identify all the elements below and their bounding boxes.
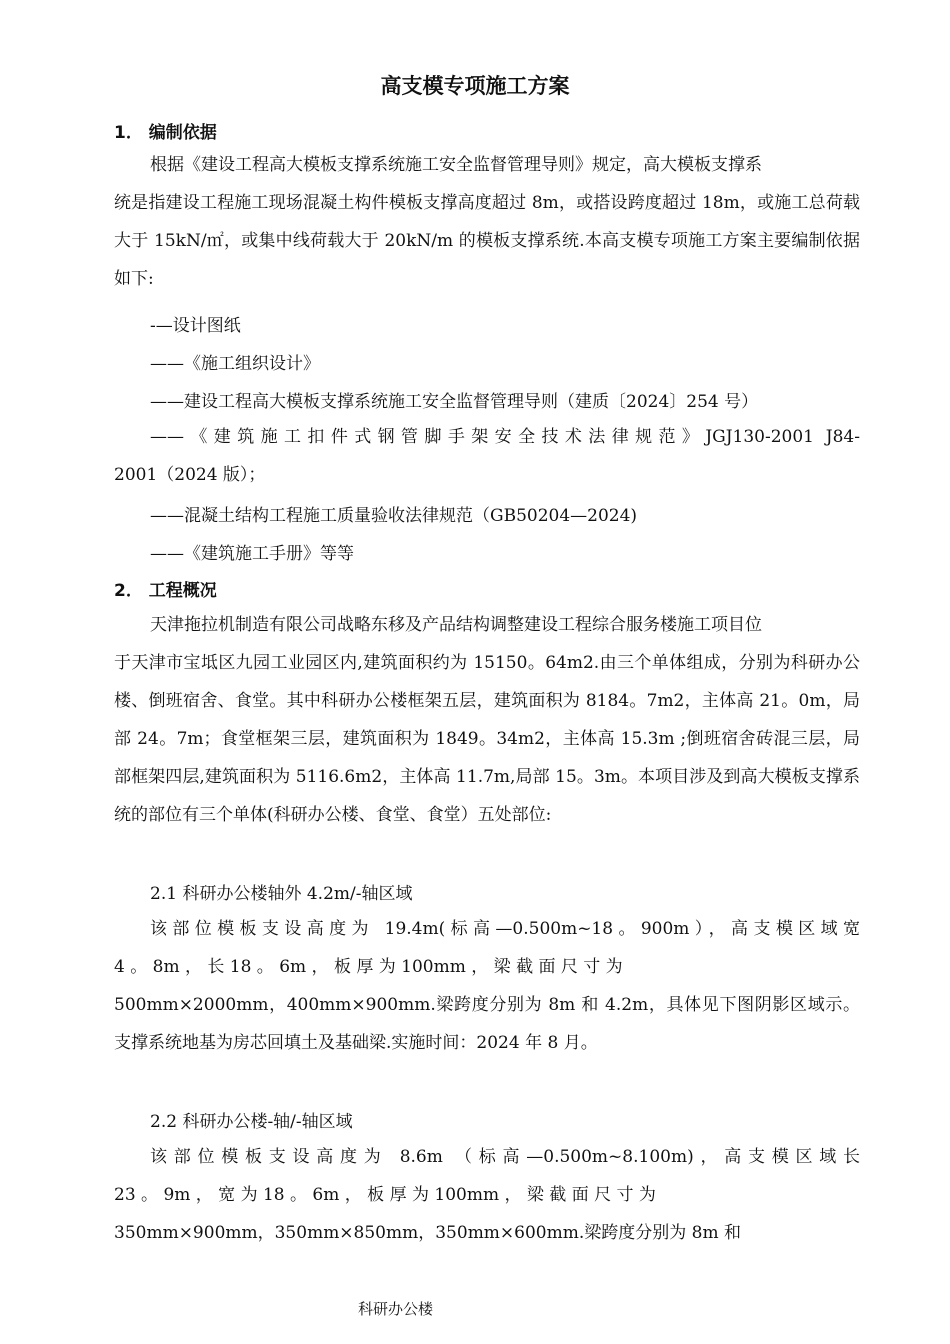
subsection-2-2-line1: 该部位模板支设高度为 8.6m （标高—0.500m~8.100m)，高支模区域长 [150,1147,860,1167]
basis-item-drawings: -—设计图纸 [150,316,241,336]
section-2-paragraph-line1: 天津拖拉机制造有限公司战略东移及产品结构调整建设工程综合服务楼施工项目位 [150,615,762,635]
basis-item-scaffold-code-cont: 2001（2024 版）； [114,465,266,485]
subsection-2-2-heading: 2.2 科研办公楼-轴/-轴区域 [150,1112,353,1132]
basis-item-scaffold-code: ——《建筑施工扣件式钢管脚手架安全技术法律规范》JGJ130-2001 J84- [150,427,860,447]
figure-caption: 科研办公楼 [358,1300,434,1318]
basis-item-handbook: ——《建筑施工手册》等等 [150,544,354,564]
section-1-paragraph-line1: 根据《建设工程高大模板支撑系统施工安全监督管理导则》规定，高大模板支撑系 [150,155,762,175]
subsection-2-1-line2: 4 。 8m ， 长 18 。 6m ， 板 厚 为 100mm ， 梁 截 面 尺 寸 为 [114,957,623,977]
subsection-2-2-line3: 350mm×900mm，350mm×850mm，350mm×600mm.梁跨度分别为 8m 和 [114,1223,742,1243]
basis-item-organization-design: ——《施工组织设计》 [150,354,320,374]
basis-item-safety-guideline: ——建设工程高大模板支撑系统施工安全监督管理导则（建质〔2024〕254 号） [150,392,759,412]
subsection-2-2-line2: 23 。 9m ， 宽 为 18 。 6m ， 板 厚 为 100mm ， 梁 截 面 尺 寸 为 [114,1185,656,1205]
section-1-heading: 1． 编制依据 [114,123,217,143]
subsection-2-1-heading: 2.1 科研办公楼轴外 4.2m/-轴区域 [150,884,413,904]
document-title: 高支模专项施工方案 [380,74,570,98]
section-1-paragraph: 统是指建设工程施工现场混凝土构件模板支撑高度超过 8m，或搭设跨度超过 18m，或施工总荷载大于 15kN/㎡，或集中线荷载大于 20kN/m 的模板支撑系统.本高支模专项施工方案主要编制依据如下: [114,193,860,289]
basis-item-concrete-code: ——混凝土结构工程施工质量验收法律规范（GB50204—2024) [150,506,638,526]
subsection-2-1-line1: 该部位模板支设高度为 19.4m(标高—0.500m~18。900m），高支模区域宽 [150,919,860,939]
subsection-2-1-paragraph: 500mm×2000mm，400mm×900mm.梁跨度分别为 8m 和 4.2m，具体见下图阴影区域示。支撑系统地基为房芯回填土及基础梁.实施时间：2024 年 8 月。 [114,995,860,1053]
section-2-paragraph: 于天津市宝坻区九园工业园区内,建筑面积约为 15150。64m2.由三个单体组成，分别为科研办公楼、倒班宿舍、食堂。其中科研办公楼框架五层，建筑面积为 8184。7m2，主体高 21。0m，局部 24。7m；食堂框架三层，建筑面积为 1849。34m2，主体高 15.3m ;倒班宿舍砖混三层，局部框架四层,建筑面积为 5116.6m2，主体高 11.7m,局部 15。3m。本项目涉及到高大模板支撑系统的部位有三个单体(科研办公楼、食堂、食堂）五处部位: [114,653,860,825]
section-2-heading: 2． 工程概况 [114,581,217,601]
